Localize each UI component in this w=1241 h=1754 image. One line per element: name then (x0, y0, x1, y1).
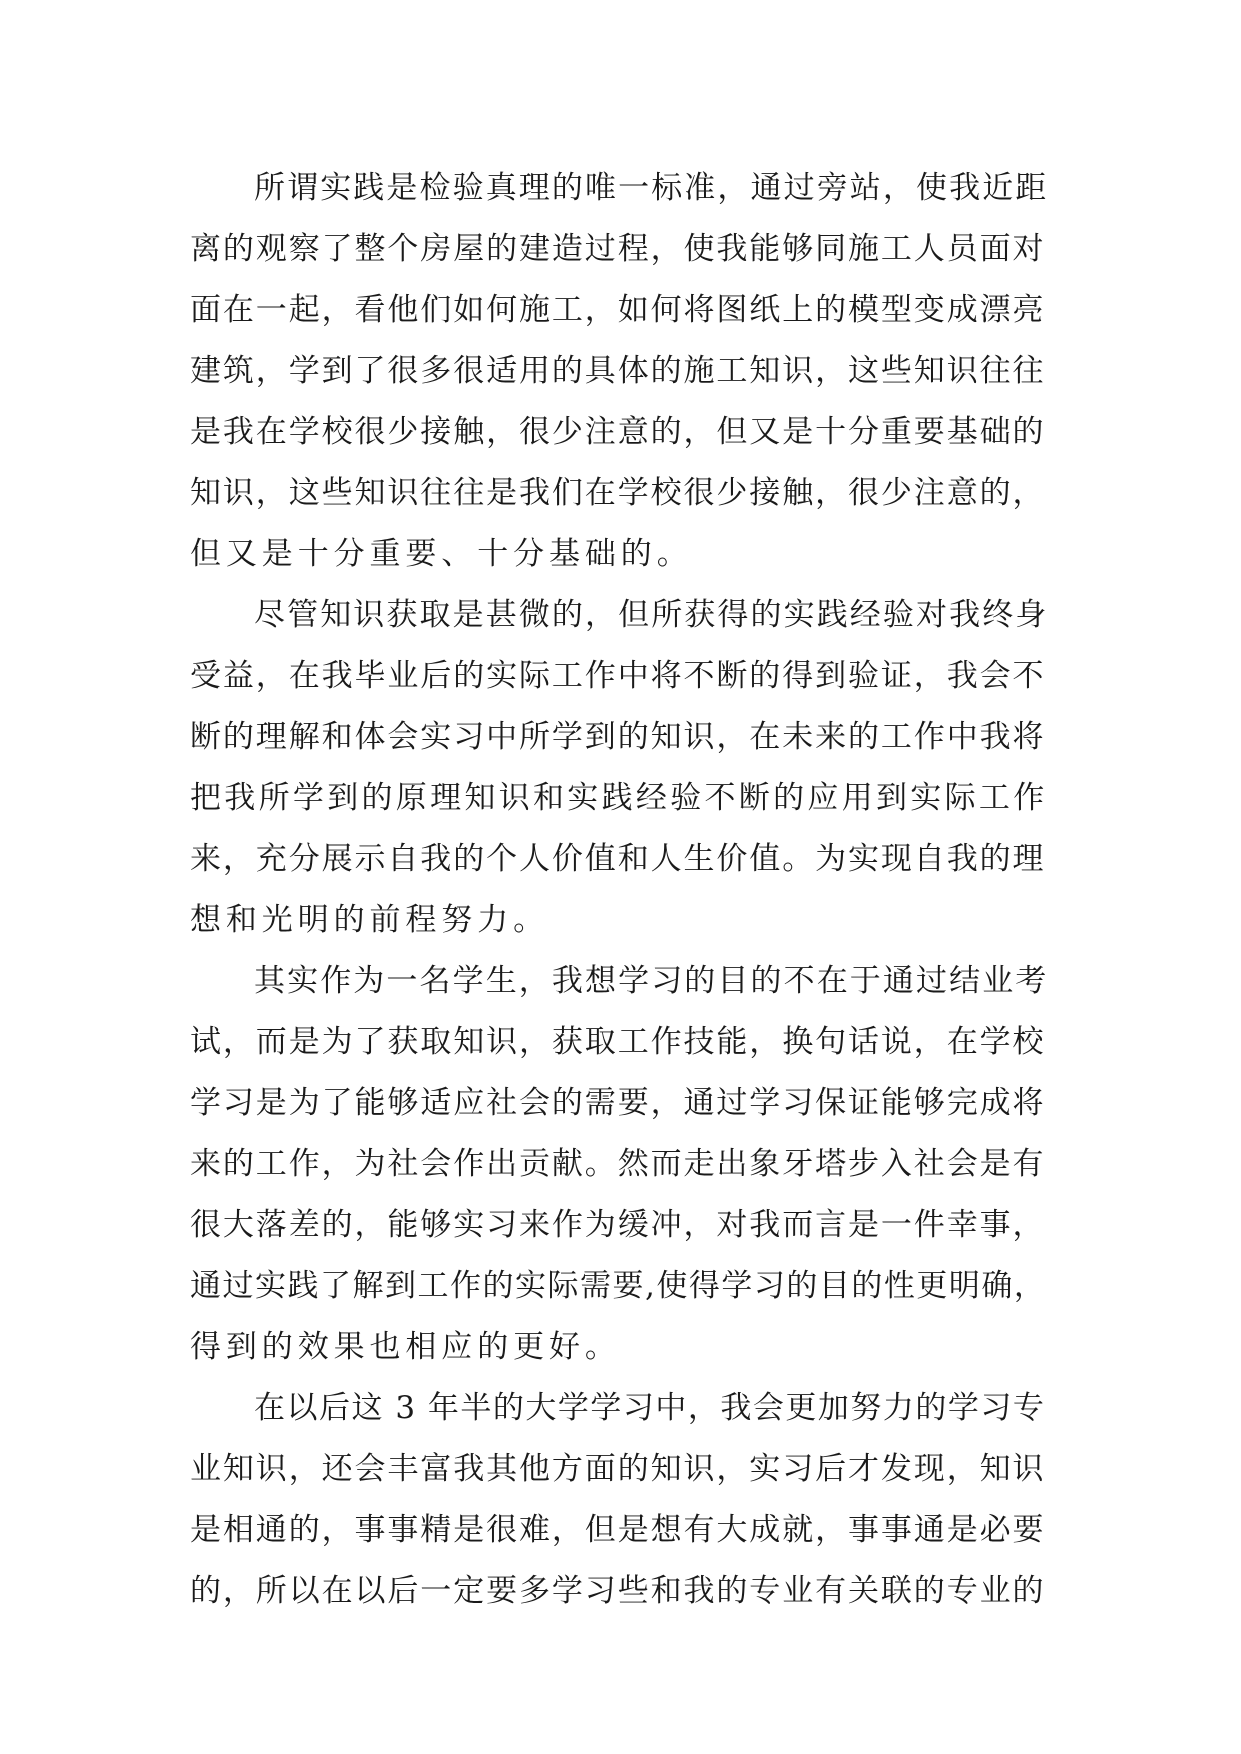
text-line: 建筑，学到了很多很适用的具体的施工知识，这些知识往往 (190, 353, 1046, 389)
text-line: 把我所学到的原理知识和实践经验不断的应用到实际工作 (190, 780, 1048, 816)
text-line: 通过实践了解到工作的实际需要,使得学习的目的性更明确， (190, 1268, 1047, 1304)
text-line: 业知识，还会丰富我其他方面的知识，实习后才发现，知识 (190, 1451, 1046, 1487)
paragraph-2 (190, 585, 1050, 951)
text-line: 来的工作，为社会作出贡献。然而走出象牙塔步入社会是有 (190, 1146, 1046, 1182)
text-line: 但又是十分重要、十分基础的。 (190, 536, 693, 572)
text-line: 学习是为了能够适应社会的需要，通过学习保证能够完成将 (190, 1085, 1046, 1121)
text-line: 其实作为一名学生，我想学习的目的不在于通过结业考 (254, 963, 1049, 999)
text-line: 断的理解和体会实习中所学到的知识，在未来的工作中我将 (190, 719, 1046, 755)
text-line: 来，充分展示自我的个人价值和人生价值。为实现自我的理 (190, 841, 1046, 877)
text-line: 所谓实践是检验真理的唯一标准，通过旁站，使我近距 (254, 170, 1049, 206)
text-line: 尽管知识获取是甚微的，但所获得的实践经验对我终身 (254, 597, 1049, 633)
text-line: 是我在学校很少接触，很少注意的，但又是十分重要基础的 (190, 414, 1046, 450)
text-line: 很大落差的，能够实习来作为缓冲，对我而言是一件幸事， (190, 1207, 1046, 1243)
paragraph-3 (190, 951, 1050, 1378)
text-line: 受益，在我毕业后的实际工作中将不断的得到验证，我会不 (190, 658, 1046, 694)
text-line: 离的观察了整个房屋的建造过程，使我能够同施工人员面对 (190, 231, 1046, 267)
paragraph-1 (190, 158, 1050, 585)
text-line: 试，而是为了获取知识，获取工作技能，换句话说，在学校 (190, 1024, 1046, 1060)
text-line: 的，所以在以后一定要多学习些和我的专业有关联的专业的 (190, 1573, 1046, 1609)
text-line: 想和光明的前程努力。 (190, 902, 549, 938)
text-line: 在以后这 3 年半的大学学习中，我会更加努力的学习专 (254, 1390, 1046, 1426)
text-line: 面在一起，看他们如何施工，如何将图纸上的模型变成漂亮 (190, 292, 1046, 328)
text-line: 知识，这些知识往往是我们在学校很少接触，很少注意的， (190, 475, 1046, 511)
text-line: 是相通的，事事精是很难，但是想有大成就，事事通是必要 (190, 1512, 1046, 1548)
document-body (190, 158, 1050, 1622)
text-line: 得到的效果也相应的更好。 (190, 1329, 621, 1365)
paragraph-4 (190, 1378, 1050, 1622)
